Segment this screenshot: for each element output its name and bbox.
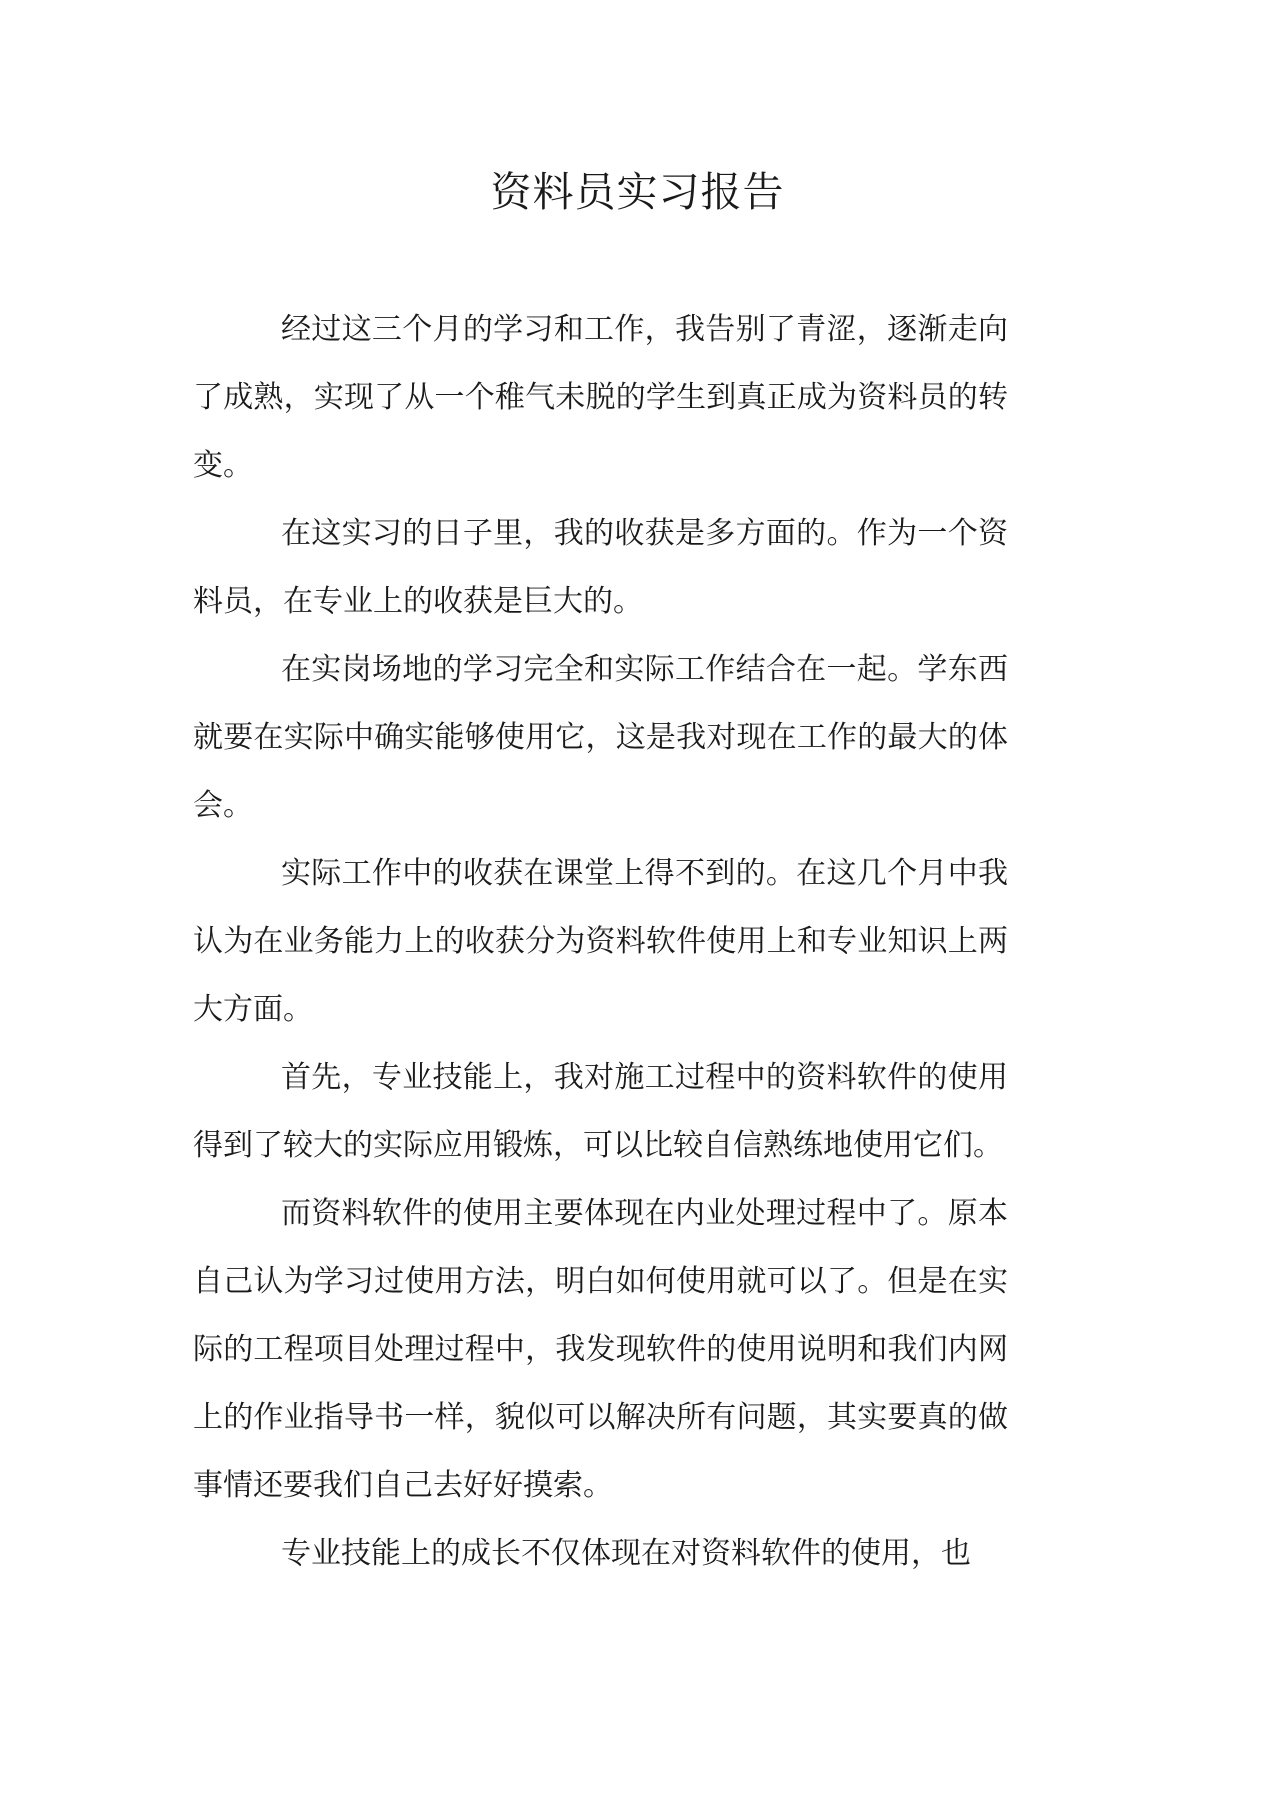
document-body [193,296,1008,1588]
paragraph-3: 在实岗场地的学习完全和实际工作结合在一起。学东西就要在实际中确实能够使用它，这是我对现在工作的最大的体会。 [193,652,1008,823]
paragraph-1: 经过这三个月的学习和工作，我告别了青涩，逐渐走向了成熟，实现了从一个稚气未脱的学生到真正成为资料员的转变。 [193,312,1008,483]
paragraph-7: 专业技能上的成长不仅体现在对资料软件的使用，也 [281,1536,971,1571]
paragraph-5: 首先，专业技能上，我对施工过程中的资料软件的使用得到了较大的实际应用锻炼，可以比较自信熟练地使用它们。 [193,1060,1008,1163]
paragraph-6: 而资料软件的使用主要体现在内业处理过程中了。原本自己认为学习过使用方法，明白如何使用就可以了。但是在实际的工程项目处理过程中，我发现软件的使用说明和我们内网上的作业指导书一样，貌似可以解决所有问题，其实要真的做事情还要我们自己去好好摸索。 [193,1196,1008,1503]
paragraph-4: 实际工作中的收获在课堂上得不到的。在这几个月中我认为在业务能力上的收获分为资料软件使用上和专业知识上两大方面。 [193,856,1008,1027]
paragraph-2: 在这实习的日子里，我的收获是多方面的。作为一个资料员，在专业上的收获是巨大的。 [193,516,1008,619]
page-title: 资料员实习报告 [490,168,785,216]
